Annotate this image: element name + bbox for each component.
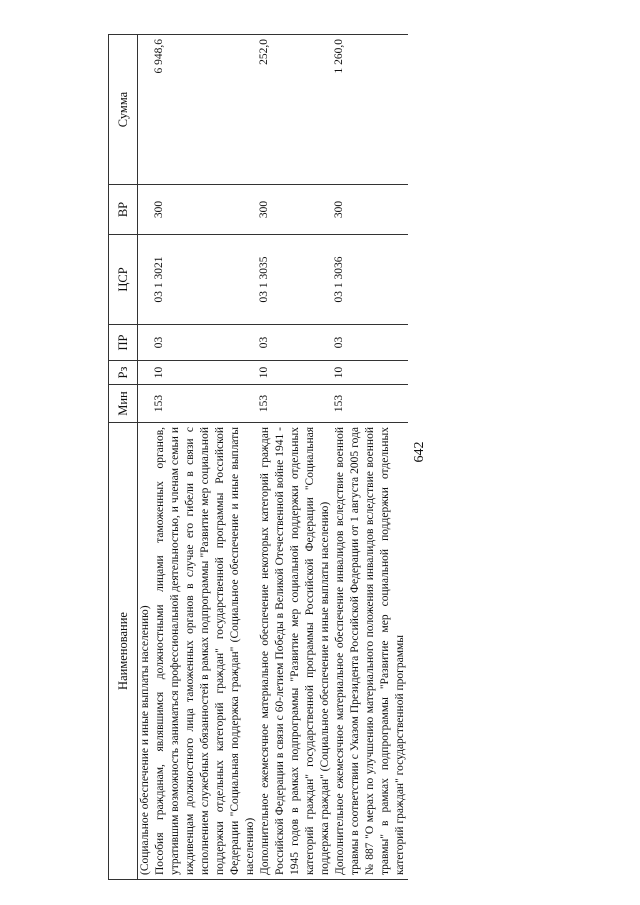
- header-csr: ЦСР: [109, 235, 138, 325]
- row-vr: 300: [258, 185, 333, 235]
- row-min: 153: [153, 385, 258, 423]
- row-sum: 1 260,0: [333, 35, 408, 185]
- header-vr: ВР: [109, 185, 138, 235]
- table-row: [153, 35, 258, 880]
- header-name: Наименование: [109, 423, 138, 880]
- row-rz: 10: [333, 361, 408, 385]
- section-row: [138, 35, 154, 880]
- header-rz: Рз: [109, 361, 138, 385]
- header-pr: ПР: [109, 325, 138, 361]
- row-name: Дополнительное ежемесячное материальное обеспечение некоторых категорий граждан Российской Федерации в связи с 60-летием Победы в Великой Отечественной войне 1941 - 1945 годов в рамках подпрограммы "Развитие мер социальной поддержки отдельных категорий граждан" государственной программы Российской Федерации "Социальная поддержка граждан" (Социальное обеспечение и иные выплаты населению): [258, 423, 333, 880]
- page-number: 642: [412, 441, 427, 463]
- row-vr: 300: [153, 185, 258, 235]
- row-csr: 03 1 3036: [333, 235, 408, 325]
- row-min: 153: [258, 385, 333, 423]
- row-rz: 10: [153, 361, 258, 385]
- row-vr: 300: [333, 185, 408, 235]
- rotated-page-content: [108, 35, 638, 880]
- row-name: Пособия гражданам, являвшимся должностными лицами таможенных органов, утратившим возможность заниматься профессиональной деятельностью, и членам семьи и иждивенцам должностного лица таможенных органов в случае его гибели в связи с исполнением служебных обязанностей в рамках подпрограммы "Развитие мер социальной поддержки отдельных категорий граждан" государственной программы Российской Федерации "Социальная поддержка граждан" (Социальное обеспечение и иные выплаты населению): [153, 423, 258, 880]
- row-name: Дополнительное ежемесячное материальное обеспечение инвалидов вследствие военной травмы в соответствии с Указом Президента Российской Федерации от 1 августа 2005 года № 887 "О мерах по улучшению материального положения инвалидов вследствие военной травмы" в рамках подпрограммы "Развитие мер социальной поддержки отдельных категорий граждан" государственной программы: [333, 423, 408, 880]
- row-csr: 03 1 3021: [153, 235, 258, 325]
- row-pr: 03: [258, 325, 333, 361]
- row-min: 153: [333, 385, 408, 423]
- row-csr: 03 1 3035: [258, 235, 333, 325]
- budget-table: [108, 34, 408, 880]
- table-row: [333, 35, 408, 880]
- section-row-text: (Социальное обеспечение и иные выплаты населению): [138, 423, 154, 880]
- row-rz: 10: [258, 361, 333, 385]
- row-sum: 252,0: [258, 35, 333, 185]
- row-pr: 03: [153, 325, 258, 361]
- row-pr: 03: [333, 325, 408, 361]
- row-sum: 6 948,6: [153, 35, 258, 185]
- header-sum: Сумма: [109, 35, 138, 185]
- table-header-row: [109, 35, 138, 880]
- table-row: [258, 35, 333, 880]
- header-min: Мин: [109, 385, 138, 423]
